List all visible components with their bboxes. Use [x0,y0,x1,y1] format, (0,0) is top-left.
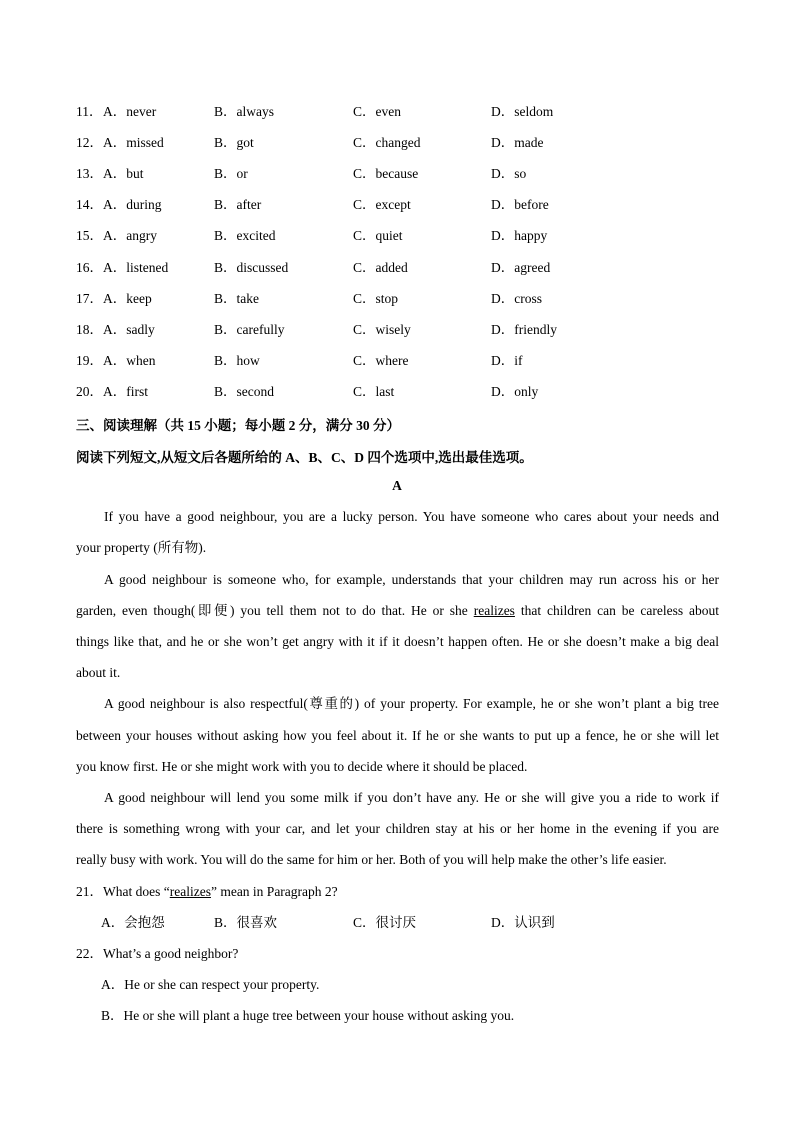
passage-line: about it. [76,665,121,680]
question-number: 13． [76,166,103,182]
underlined-word: realizes [473,603,515,618]
option-d[interactable]: D．cross [491,290,542,306]
option-b[interactable]: B．carefully [214,321,285,337]
text-span: that children can be careless about [514,603,720,618]
option-d[interactable]: D．if [491,352,523,368]
cloze-option-row [76,382,726,402]
cloze-option-row [76,133,726,153]
question-21-options [76,913,726,933]
passage-line: A good neighbour is also respectful(尊重的) of your property. For example, he or she won’t plant a big tree [104,696,719,711]
option-a[interactable]: A．but [103,166,144,182]
option-b[interactable]: B．discussed [214,259,289,275]
option-d[interactable]: D．friendly [491,321,557,337]
section-instruction: 阅读下列短文,从短文后各题所给的 A、B、C、D 四个选项中,选出最佳选项。 [76,450,533,465]
passage-label: A [392,478,402,493]
option-b[interactable]: B．second [214,383,274,399]
passage-line: you know first. He or she might work with you to decide where it should be placed. [76,759,528,774]
option-d[interactable]: D．only [491,383,539,399]
question-number: 19． [76,352,103,368]
option-b[interactable]: B．got [214,135,254,151]
option-c[interactable]: C．because [353,166,419,182]
question-21-stem [76,882,719,902]
option-c[interactable]: C．很讨厌 [353,915,417,930]
option-b[interactable]: B．take [214,290,259,306]
question-number: 17． [76,290,103,306]
passage-line: things like that, and he or she won’t get angry with it if it doesn’t happen often. He or she doesn’t make a big deal [76,634,719,649]
underlined-word: realizes [169,884,211,899]
option-a[interactable]: A．first [103,383,148,399]
option-a[interactable]: A．会抱怨 [101,915,165,930]
option-a[interactable]: A．angry [103,228,157,244]
passage-line: there is something wrong with your car, and let your children stay at his or her home in the evening if you are [76,821,719,836]
option-d[interactable]: D．agreed [491,259,551,275]
cloze-option-row [76,195,726,215]
passage-line [76,601,719,621]
option-b[interactable]: B．He or she will plant a huge tree between your house without asking you. [101,1008,515,1023]
option-b[interactable]: B．after [214,197,262,213]
option-c[interactable]: C．except [353,197,411,213]
question-number: 14． [76,197,103,213]
text-span: garden, even though(即便) you tell them not to do that. He or she [76,603,474,618]
section-heading: 三、阅读理解（共 15 小题；每小题 2 分，满分 30 分） [76,418,400,433]
passage-line: A good neighbour is someone who, for example, understands that your children may run across his or her [104,572,719,587]
question-number: 18． [76,321,103,337]
option-d[interactable]: D．happy [491,228,548,244]
option-d[interactable]: D．认识到 [491,915,555,930]
option-c[interactable]: C．changed [353,135,421,151]
cloze-option-row [76,226,726,246]
question-22-stem: 22．What’s a good neighbor? [76,946,239,961]
option-a[interactable]: A．keep [103,290,152,306]
option-b[interactable]: B．很喜欢 [214,915,278,930]
cloze-option-row [76,102,726,122]
option-c[interactable]: C．added [353,259,408,275]
option-a[interactable]: A．when [103,352,156,368]
option-d[interactable]: D．so [491,166,527,182]
passage-line: between your houses without asking how you feel about it. If he or she wants to put up a fence, he or she will let [76,728,719,743]
text-span: ” mean in Paragraph 2? [210,884,338,899]
option-d[interactable]: D．made [491,135,544,151]
option-a[interactable]: A．listened [103,259,169,275]
option-b[interactable]: B．excited [214,228,276,244]
option-b[interactable]: B．always [214,104,274,119]
cloze-option-row [76,258,726,278]
option-c[interactable]: C．even [353,104,401,119]
option-c[interactable]: C．where [353,352,409,368]
cloze-option-row [76,351,726,371]
passage-line: If you have a good neighbour, you are a lucky person. You have someone who cares about your needs and [104,509,719,524]
question-number: 11． [76,104,103,119]
option-a[interactable]: A．sadly [103,321,155,337]
cloze-option-row [76,289,726,309]
option-a[interactable]: A．missed [103,135,164,151]
option-a[interactable]: A．He or she can respect your property. [101,977,320,992]
cloze-option-row [76,320,726,340]
option-d[interactable]: D．seldom [491,104,554,119]
option-b[interactable]: B．or [214,166,248,182]
question-number: 12． [76,135,103,151]
option-c[interactable]: C．wisely [353,321,411,337]
passage-line: A good neighbour will lend you some milk if you don’t have any. He or she will give you a ride to work if [104,790,719,805]
question-number: 15． [76,228,103,244]
option-c[interactable]: C．last [353,383,395,399]
option-d[interactable]: D．before [491,197,549,213]
option-c[interactable]: C．stop [353,290,399,306]
option-a[interactable]: A．never [103,104,157,119]
passage-line: your property (所有物). [76,540,207,555]
option-b[interactable]: B．how [214,352,260,368]
question-number: 16． [76,259,103,275]
cloze-option-row [76,164,726,184]
option-c[interactable]: C．quiet [353,228,403,244]
text-span: 21．What does “ [76,884,170,899]
passage-line: really busy with work. You will do the same for him or her. Both of you will help make the other’s life easier. [76,852,667,867]
option-a[interactable]: A．during [103,197,162,213]
question-number: 20． [76,383,103,399]
